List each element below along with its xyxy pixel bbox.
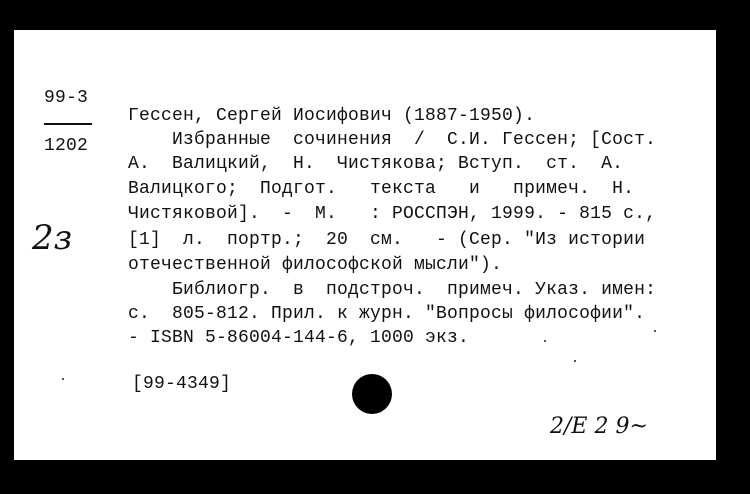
- entry-line: Избранные сочинения / С.И. Гессен; [Сост.: [128, 130, 657, 150]
- entry-line: Чистяковой]. - М. : РОССПЭН, 1999. - 815 с.,: [128, 204, 657, 224]
- entry-line: Гессен, Сергей Иосифович (1887-1950).: [128, 106, 536, 126]
- entry-line: [1] л. портр.; 20 см. - (Сер. "Из истории: [128, 230, 646, 250]
- call-number-top: 99-3: [44, 88, 89, 108]
- speck: [544, 340, 546, 342]
- handwritten-note: 2/Е 2 9~: [550, 414, 648, 439]
- call-number-divider: [44, 123, 92, 125]
- punch-hole: [352, 374, 392, 414]
- record-number: [99-4349]: [132, 374, 232, 394]
- speck: [574, 360, 576, 362]
- entry-line: отечественной философской мысли").: [128, 255, 503, 275]
- entry-line: А. Валицкий, Н. Чистякова; Вступ. ст. А.: [128, 154, 624, 174]
- entry-line: Валицкого; Подгот. текста и примеч. Н.: [128, 179, 635, 199]
- entry-line: Библиогр. в подстроч. примеч. Указ. имен:: [128, 280, 657, 300]
- call-number-bottom: 1202: [44, 136, 89, 156]
- entry-line: с. 805-812. Прил. к журн. "Вопросы философии".: [128, 304, 646, 324]
- entry-line: - ISBN 5-86004-144-6, 1000 экз.: [128, 328, 470, 348]
- speck: [654, 330, 656, 332]
- handwritten-mark: 2з: [32, 218, 73, 258]
- catalog-card: [14, 30, 716, 460]
- speck: [62, 378, 64, 380]
